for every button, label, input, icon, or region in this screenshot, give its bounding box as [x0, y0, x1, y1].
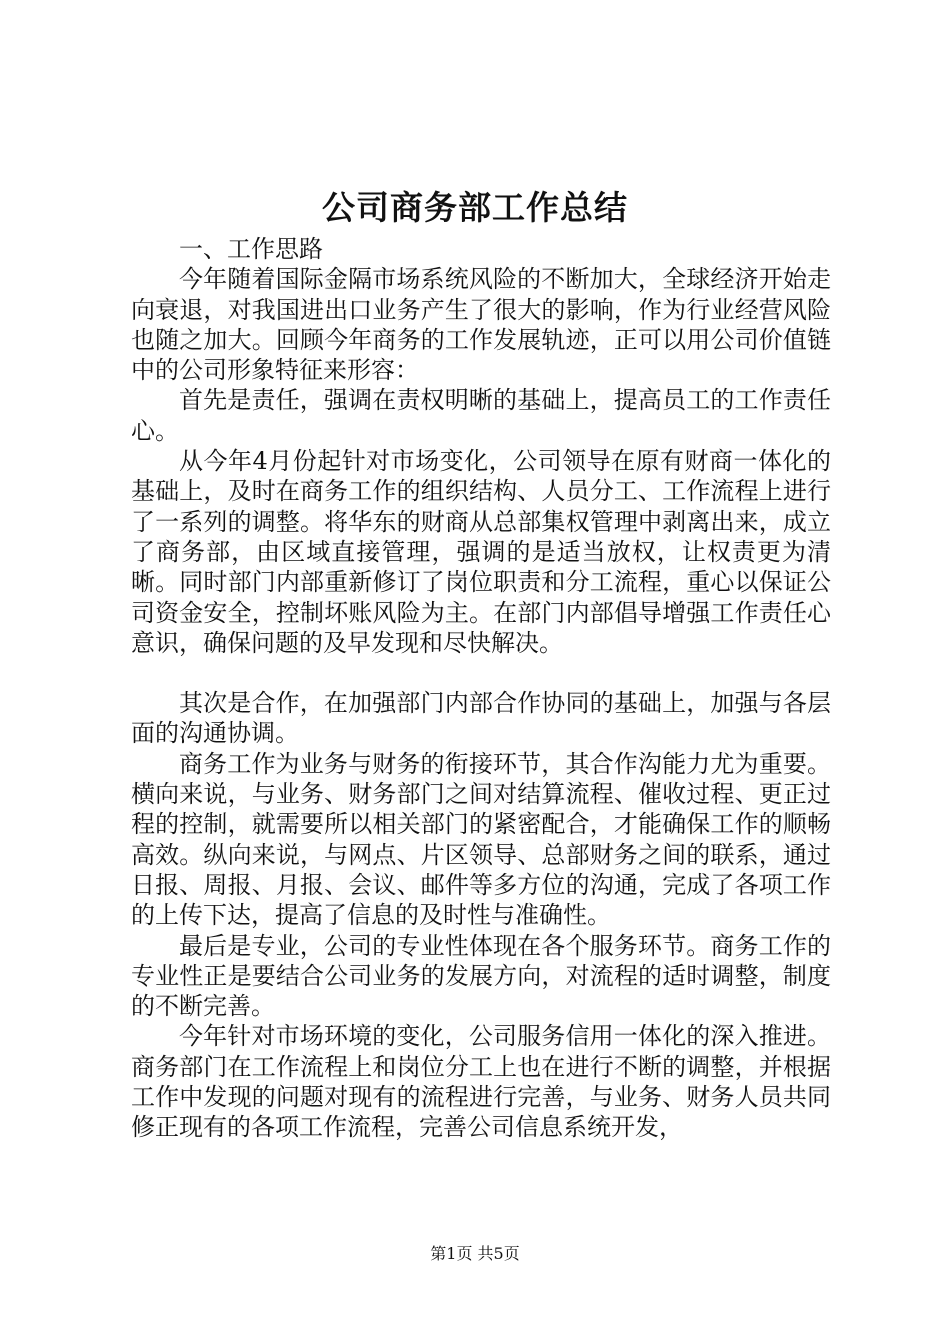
document-body [131, 234, 831, 1143]
page-footer: 第1页 共5页 [430, 1244, 520, 1263]
paragraph: 首先是责任，强调在责权明晰的基础上，提高员工的工作责任心。 [131, 386, 831, 445]
section-heading: 一、工作思路 [179, 235, 323, 263]
paragraph: 其次是合作，在加强部门内部合作协同的基础上，加强与各层面的沟通协调。 [131, 689, 831, 748]
paragraph: 最后是专业，公司的专业性体现在各个服务环节。商务工作的专业性正是要结合公司业务的发展方向，对流程的适时调整，制度的不断完善。 [131, 931, 831, 1021]
paragraph: 今年针对市场环境的变化，公司服务信用一体化的深入推进。商务部门在工作流程上和岗位分工上也在进行不断的调整，并根据工作中发现的问题对现有的流程进行完善，与业务、财务人员共同修正现有的各项工作流程，完善公司信息系统开发， [131, 1022, 831, 1142]
paragraph: 商务工作为业务与财务的衔接环节，其合作沟能力尤为重要。横向来说，与业务、财务部门之间对结算流程、催收过程、更正过程的控制，就需要所以相关部门的紧密配合，才能确保工作的顺畅高效。纵向来说，与网点、片区领导、总部财务之间的联系，通过日报、周报、月报、会议、邮件等多方位的沟通，完成了各项工作的上传下达，提高了信息的及时性与准确性。 [131, 749, 831, 930]
document-title: 公司商务部工作总结 [322, 188, 628, 227]
paragraph: 今年随着国际金隔市场系统风险的不断加大，全球经济开始走向衰退，对我国进出口业务产生了很大的影响，作为行业经营风险也随之加大。回顾今年商务的工作发展轨迹，正可以用公司价值链中的公司形象特征来形容： [131, 265, 831, 385]
paragraph: 从今年4月份起针对市场变化，公司领导在原有财商一体化的基础上，及时在商务工作的组织结构、人员分工、工作流程上进行了一系列的调整。将华东的财商从总部集权管理中剥离出来，成立了商务部，由区域直接管理，强调的是适当放权，让权责更为清晰。同时部门内部重新修订了岗位职责和分工流程，重心以保证公司资金安全，控制坏账风险为主。在部门内部倡导增强工作责任心意识，确保问题的及早发现和尽快解决。 [131, 447, 831, 657]
